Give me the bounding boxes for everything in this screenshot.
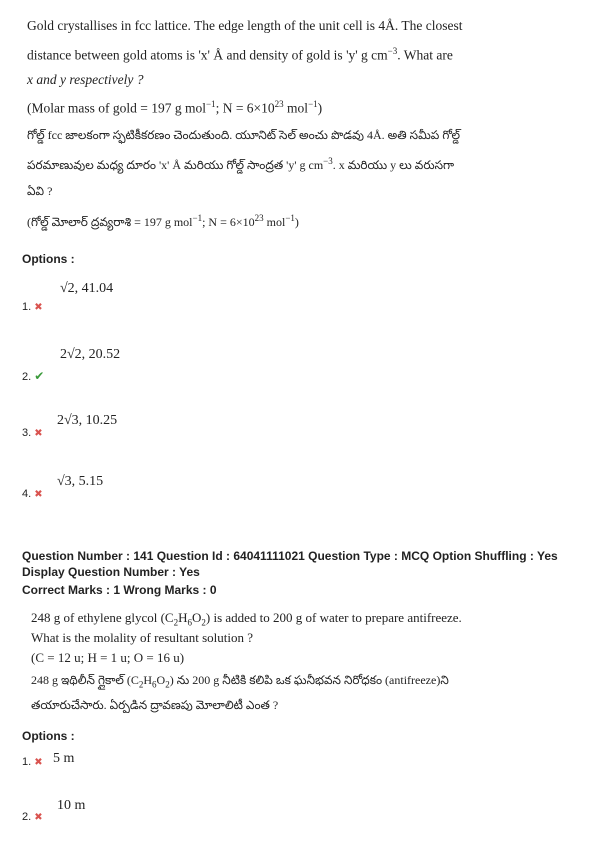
q141-option-1[interactable] xyxy=(22,756,43,768)
option-number: 1. xyxy=(22,301,32,313)
wrong-icon: ✖ xyxy=(34,812,43,823)
q141-telugu-line-2: తయారుచేసారు. ఏర్పడిన ద్రావణపు మోలాలిటీ ఎంత ? xyxy=(31,698,279,712)
q141-telugu-line-1: 248 g ఇథిలీన్ గ్లైకాల్ $(C_2H_6O_2)$ ను 200 g నీటికి కలిపి ఒక ఘనీభవన నిరోధకం (antifreeze)ని xyxy=(31,673,449,690)
option-number: 2. xyxy=(22,811,32,823)
wrong-icon: ✖ xyxy=(34,302,43,313)
option-number: 3. xyxy=(22,427,32,439)
q141-meta-line-1: Question Number : 141 Question Id : 64041111021 Question Type : MCQ Option Shuffling : Yes xyxy=(22,549,558,563)
q140-options-heading: Options : xyxy=(22,252,75,266)
wrong-icon: ✖ xyxy=(34,757,43,768)
q141-meta-line-3: Correct Marks : 1 Wrong Marks : 0 xyxy=(22,583,217,597)
q140-telugu-line-1: గోల్డ్ fcc జాలకంగా స్ఫటికీకరణం చెందుతుంది. యూనిట్ సెల్ అంచు పొడవు 4Å. అతి సమీప గోల్డ్ xyxy=(27,128,460,142)
q141-option-2[interactable] xyxy=(22,811,43,823)
option-number: 4. xyxy=(22,488,32,500)
q140-option-3[interactable] xyxy=(22,427,43,439)
option-number: 2. xyxy=(22,371,32,383)
q141-line-2: What is the molality of resultant solution ? xyxy=(31,630,254,645)
correct-icon: ✔ xyxy=(34,369,45,383)
wrong-icon: ✖ xyxy=(34,428,43,439)
option-number: 1. xyxy=(22,756,32,768)
q141-option-2-value: 10 m xyxy=(57,798,86,813)
q141-line-1: 248 g of ethylene glycol $(C_2H_6O_2)$ is added to 200 g of water to prepare antifreeze. xyxy=(31,610,462,628)
wrong-icon: ✖ xyxy=(34,489,43,500)
q140-telugu-line-2: పరమాణువుల మధ్య దూరం 'x' Å మరియు గోల్డ్ సాంద్రత 'y' g $cm^{-3}$. x మరియు y లు వరుసగా xyxy=(27,156,455,172)
q140-line-4: (Molar mass of gold = 197 g mol$^{-1}$; $N = 6\times 10^{23}$ mol$^{-1}$) xyxy=(27,99,323,116)
q140-option-4[interactable] xyxy=(22,488,43,500)
q140-telugu-line-4: (గోల్డ్ మోలార్ ద్రవ్యరాశి = 197 g mol$^{-1}$; $N = 6\times 10^{23}$ mol$^{-1}$) xyxy=(27,213,299,229)
q140-option-1-value: √2, 41.04 xyxy=(60,281,114,296)
q141-line-3: (C = 12 u; H = 1 u; O = 16 u) xyxy=(31,650,185,665)
q140-line-1: Gold crystallises in fcc lattice. The edge length of the unit cell is 4Å. The closest xyxy=(27,18,463,33)
q141-meta-line-2: Display Question Number : Yes xyxy=(22,565,200,579)
q140-option-2[interactable] xyxy=(22,369,44,383)
q140-telugu-line-3: ఏవి ? xyxy=(27,184,53,198)
q140-line-2: distance between gold atoms is 'x' Å and density of gold is 'y' g $cm^{-3}$. What are xyxy=(27,46,453,63)
q140-line-3: x and y respectively ? xyxy=(27,72,144,87)
q140-option-3-value: 2√3, 10.25 xyxy=(57,413,118,428)
q141-option-1-value: 5 m xyxy=(53,751,75,766)
q140-option-4-value: √3, 5.15 xyxy=(57,474,104,489)
q140-option-1[interactable] xyxy=(22,301,43,313)
q140-option-2-value: 2√2, 20.52 xyxy=(60,347,121,362)
q141-options-heading: Options : xyxy=(22,729,75,743)
